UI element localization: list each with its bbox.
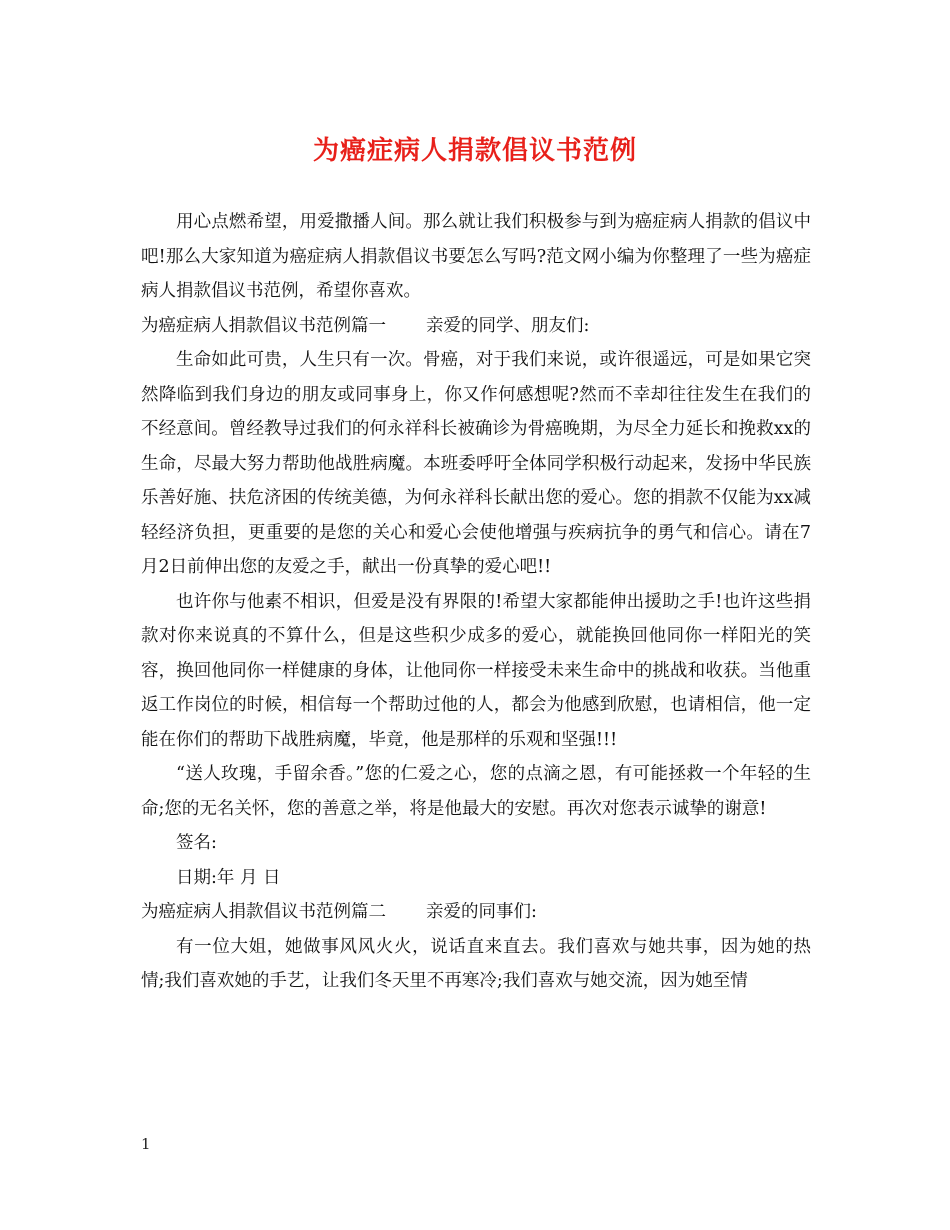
section1-paragraph-2: 也许你与他素不相识，但爱是没有界限的!希望大家都能伸出援助之手!也许这些捐款对你来说真的不算什么，但是这些积少成多的爱心，就能换回他同你一样阳光的笑容，换回他同你一样健康的身体，让他同你一样接受未来生命中的挑战和收获。当他重返工作岗位的时候，相信每一个帮助过他的人，都会为他感到欣慰，也请相信，他一定能在你们的帮助下战胜病魔，毕竟，他是那样的乐观和坚强!!!: [141, 591, 811, 750]
signature-line: 签名:: [176, 833, 217, 853]
document-body: [141, 205, 811, 999]
date-line: 日期:年 月 日: [176, 867, 281, 888]
page-number: 1: [141, 1135, 151, 1153]
section1-heading: 为癌症病人捐款倡议书范例篇一: [141, 315, 386, 336]
section2-heading-line: [141, 895, 811, 930]
section1-paragraph-1: 生命如此可贵，人生只有一次。骨癌，对于我们来说，或许很遥远，可是如果它突然降临到我们身边的朋友或同事身上，你又作何感想呢?然而不幸却往往发生在我们的不经意间。曾经教导过我们的何永祥科长被确诊为骨癌晚期，为尽全力延长和挽救xx的生命，尽最大努力帮助他战胜病魔。本班委呼吁全体同学积极行动起来，发扬中华民族乐善好施、扶危济困的传统美德，为何永祥科长献出您的爱心。您的捐款不仅能为xx减轻经济负担，更重要的是您的关心和爱心会使他增强与疾病抗争的勇气和信心。请在7月2日前伸出您的友爱之手，献出一份真挚的爱心吧!!: [141, 350, 811, 577]
section2-paragraph: 有一位大姐，她做事风风火火，说话直来直去。我们喜欢与她共事，因为她的热情;我们喜欢她的手艺，让我们冬天里不再寒冷;我们喜欢与她交流，因为她至情: [141, 936, 811, 991]
section2-salutation: 亲爱的同事们:: [426, 902, 537, 922]
section2-heading: 为癌症病人捐款倡议书范例篇二: [141, 902, 386, 922]
intro-paragraph: 用心点燃希望，用爱撒播人间。那么就让我们积极参与到为癌症病人捐款的倡议中吧!那么大家知道为癌症病人捐款倡议书要怎么写吗?范文网小编为你整理了一些为癌症病人捐款倡议书范例，希望你喜欢。: [141, 212, 811, 301]
section1-salutation: 亲爱的同学、朋友们:: [426, 315, 590, 336]
section1-paragraph-3: “送人玫瑰，手留余香。”您的仁爱之心，您的点滴之恩，有可能拯救一个年轻的生命;您的无名关怀，您的善意之举，将是他最大的安慰。再次对您表示诚挚的谢意!: [141, 764, 811, 819]
section1-heading-line: [141, 309, 811, 344]
document-title: 为癌症病人捐款倡议书范例: [312, 136, 637, 166]
